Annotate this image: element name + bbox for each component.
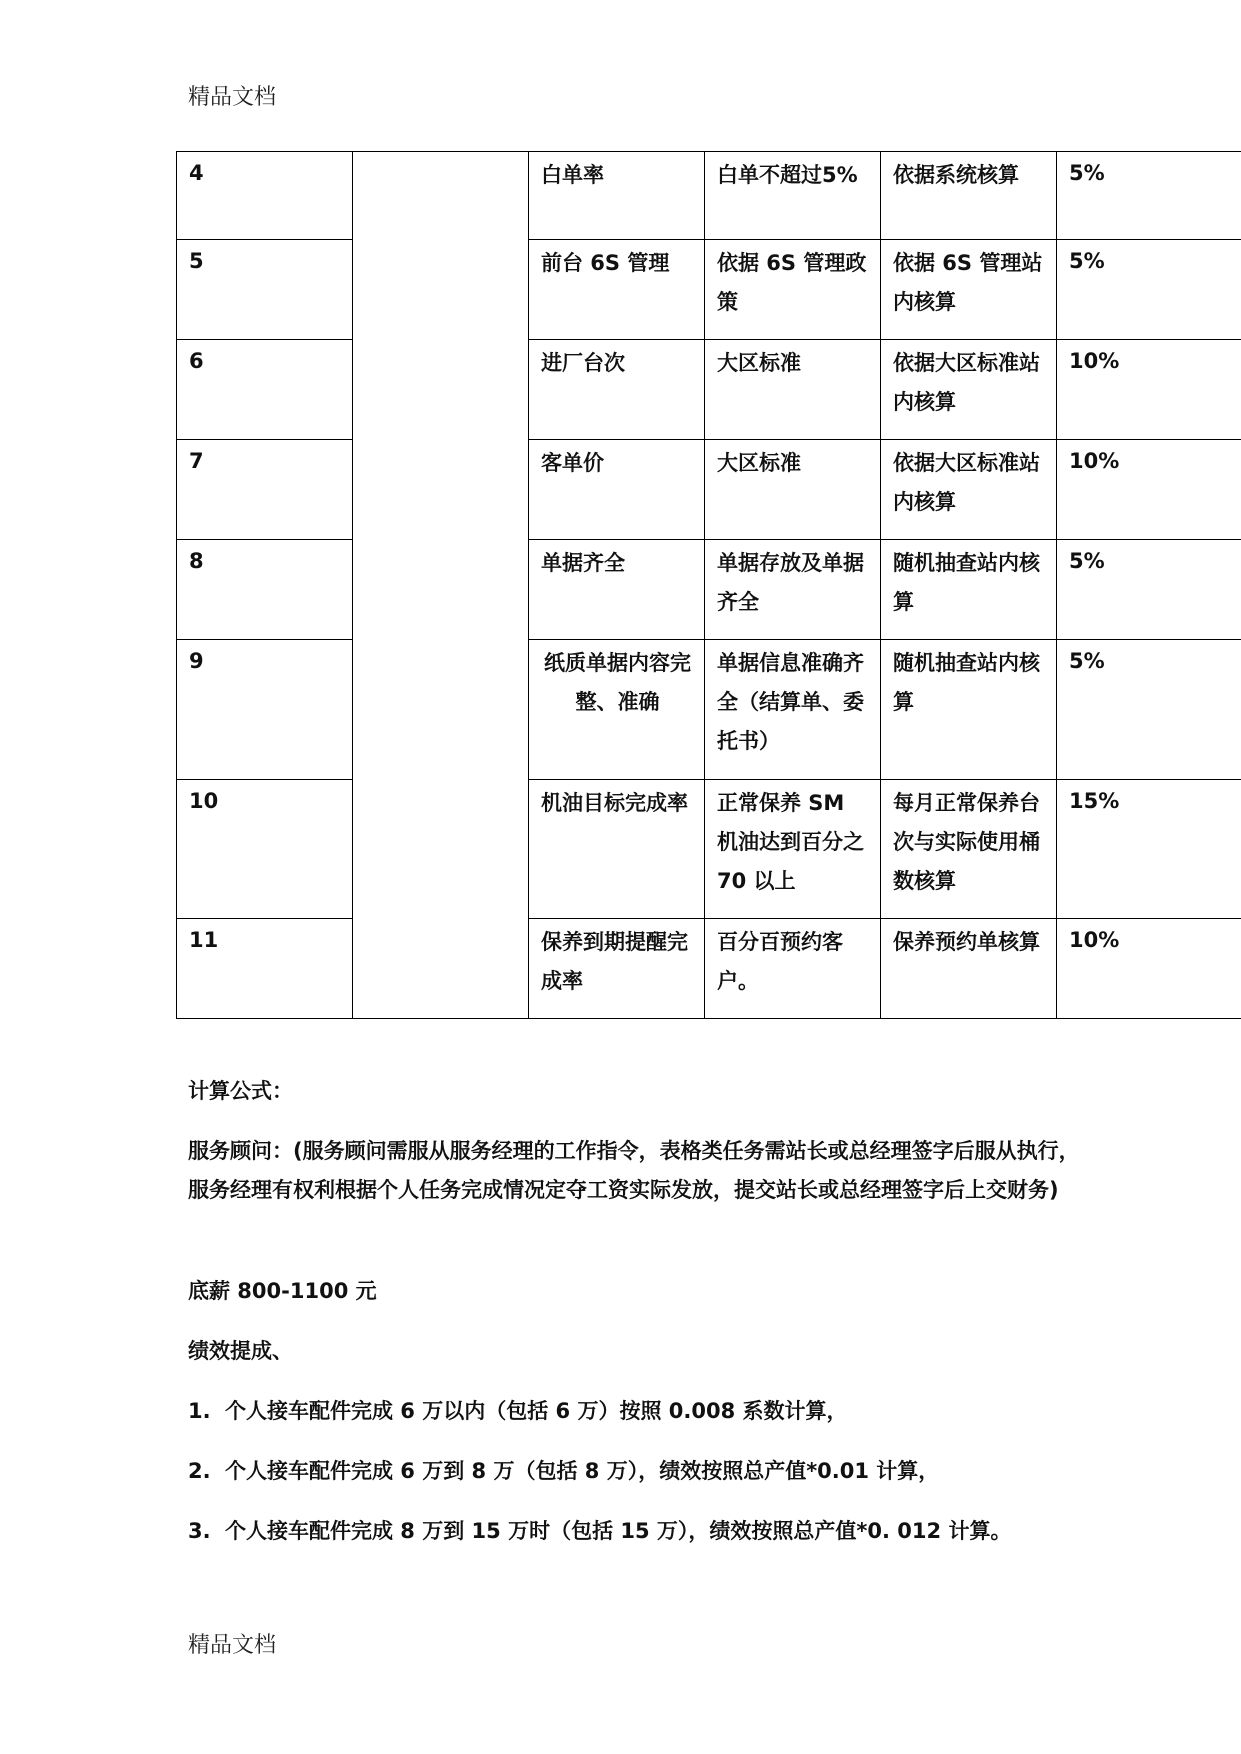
row-standard: 单据存放及单据齐全 xyxy=(705,540,881,640)
row-weight: 10% xyxy=(1057,440,1241,540)
table-row xyxy=(177,780,1241,919)
row-method: 依据大区标准站内核算 xyxy=(881,440,1057,540)
list-item xyxy=(188,1392,1188,1431)
list-item-text: 个人接车配件完成 6 万到 8 万（包括 8 万），绩效按照总产值*0.01 计算， xyxy=(225,1459,940,1483)
row-standard: 依据 6S 管理政策 xyxy=(705,240,881,340)
table-row xyxy=(177,152,1241,240)
row-weight: 15% xyxy=(1057,780,1241,919)
page-header-note: 精品文档 xyxy=(188,85,277,110)
row-number: 7 xyxy=(177,440,353,540)
row-method: 依据大区标准站内核算 xyxy=(881,340,1057,440)
row-number: 11 xyxy=(177,919,353,1019)
row-item: 单据齐全 xyxy=(529,540,705,640)
row-number: 6 xyxy=(177,340,353,440)
list-item xyxy=(188,1512,1188,1551)
row-item: 前台 6S 管理 xyxy=(529,240,705,340)
row-item: 纸质单据内容完整、准确 xyxy=(529,640,705,780)
list-item-text: 个人接车配件完成 8 万到 15 万时（包括 15 万），绩效按照总产值*0. 012 计算。 xyxy=(225,1519,1012,1543)
table-row xyxy=(177,340,1241,440)
row-method: 保养预约单核算 xyxy=(881,919,1057,1019)
row-weight: 5% xyxy=(1057,540,1241,640)
row-item: 白单率 xyxy=(529,152,705,240)
row-standard: 大区标准 xyxy=(705,340,881,440)
row-number: 8 xyxy=(177,540,353,640)
row-number: 5 xyxy=(177,240,353,340)
row-item: 客单价 xyxy=(529,440,705,540)
row-number: 10 xyxy=(177,780,353,919)
row-method: 随机抽查站内核算 xyxy=(881,540,1057,640)
list-item xyxy=(188,1452,1188,1491)
page-footer-note: 精品文档 xyxy=(188,1633,277,1658)
formula-title: 计算公式： xyxy=(188,1079,293,1103)
advisor-paragraph: 服务顾问：(服务顾问需服从服务经理的工作指令，表格类任务需站长或总经理签字后服从执行，服务经理有权利根据个人任务完成情况定夺工资实际发放，提交站长或总经理签字后上交财务) xyxy=(188,1139,1080,1202)
table-row xyxy=(177,919,1241,1019)
row-item: 进厂台次 xyxy=(529,340,705,440)
list-item-index: 3. xyxy=(188,1519,211,1543)
table-row xyxy=(177,640,1241,780)
row-weight: 5% xyxy=(1057,640,1241,780)
list-item-index: 2. xyxy=(188,1459,211,1483)
merged-category-cell xyxy=(353,152,529,1019)
base-salary: 底薪 800-1100 元 xyxy=(188,1279,377,1303)
row-weight: 5% xyxy=(1057,152,1241,240)
row-standard: 单据信息准确齐全（结算单、委托书） xyxy=(705,640,881,780)
row-weight: 10% xyxy=(1057,340,1241,440)
table-row xyxy=(177,240,1241,340)
row-item: 机油目标完成率 xyxy=(529,780,705,919)
row-weight: 5% xyxy=(1057,240,1241,340)
row-weight: 10% xyxy=(1057,919,1241,1019)
kpi-table xyxy=(176,151,1241,1019)
row-standard: 正常保养 SM 机油达到百分之 70 以上 xyxy=(705,780,881,919)
row-item: 保养到期提醒完成率 xyxy=(529,919,705,1019)
row-method: 随机抽查站内核算 xyxy=(881,640,1057,780)
row-standard: 白单不超过5% xyxy=(705,152,881,240)
row-method: 每月正常保养台次与实际使用桶数核算 xyxy=(881,780,1057,919)
list-item-index: 1. xyxy=(188,1399,211,1423)
row-number: 4 xyxy=(177,152,353,240)
row-standard: 百分百预约客户。 xyxy=(705,919,881,1019)
row-number: 9 xyxy=(177,640,353,780)
row-method: 依据系统核算 xyxy=(881,152,1057,240)
table-row xyxy=(177,540,1241,640)
row-standard: 大区标准 xyxy=(705,440,881,540)
row-method: 依据 6S 管理站内核算 xyxy=(881,240,1057,340)
performance-title: 绩效提成、 xyxy=(188,1339,293,1363)
table-row xyxy=(177,440,1241,540)
list-item-text: 个人接车配件完成 6 万以内（包括 6 万）按照 0.008 系数计算， xyxy=(225,1399,848,1423)
